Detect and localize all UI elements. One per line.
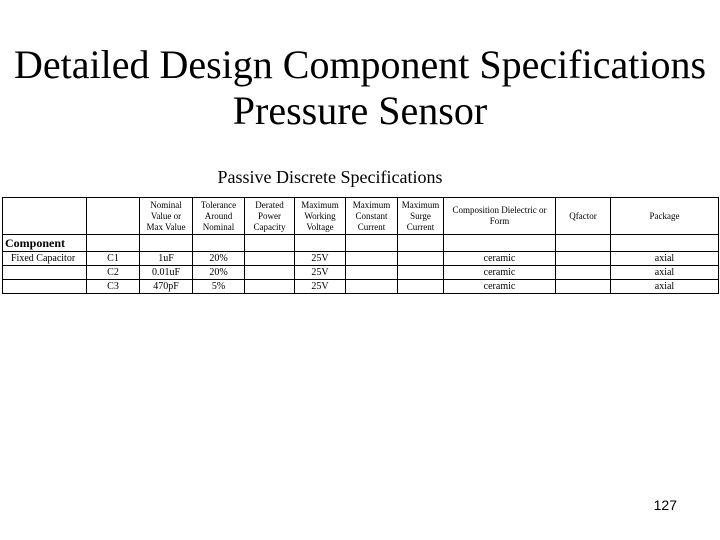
passive-spec-table	[2, 197, 719, 294]
slide-title-line1: Detailed Design Component Specifications	[13, 42, 707, 87]
component-tolerance: 5%	[193, 280, 245, 294]
component-composition: ceramic	[444, 252, 556, 266]
component-value: 0.01uF	[140, 266, 193, 280]
slide-title-line2: Pressure Sensor	[232, 88, 488, 133]
component-type	[3, 280, 87, 294]
component-tolerance: 20%	[193, 252, 245, 266]
component-package: axial	[611, 266, 719, 280]
component-voltage: 25V	[295, 280, 346, 294]
header-composition: Composition Dielectric or Form	[444, 198, 556, 235]
component-label: Component	[3, 235, 87, 252]
page-number: 127	[653, 497, 677, 513]
header-package: Package	[611, 198, 719, 235]
header-row	[3, 198, 719, 235]
component-type: Fixed Capacitor	[3, 252, 87, 266]
component-value: 1uF	[140, 252, 193, 266]
header-max-surge-current: Maximum Surge Current	[398, 198, 444, 235]
component-composition: ceramic	[444, 266, 556, 280]
header-derated-power: Derated Power Capacity	[245, 198, 295, 235]
component-ref: C3	[87, 280, 140, 294]
component-label-row	[3, 235, 719, 252]
header-max-constant-current: Maximum Constant Current	[346, 198, 398, 235]
table-row	[3, 266, 719, 280]
component-voltage: 25V	[295, 252, 346, 266]
component-ref: C1	[87, 252, 140, 266]
component-type	[3, 266, 87, 280]
component-tolerance: 20%	[193, 266, 245, 280]
header-blank-type	[3, 198, 87, 235]
component-package: axial	[611, 280, 719, 294]
component-composition: ceramic	[444, 280, 556, 294]
header-blank-ref	[87, 198, 140, 235]
table-caption: Passive Discrete Specifications	[217, 167, 443, 187]
component-value: 470pF	[140, 280, 193, 294]
header-qfactor: Qfactor	[556, 198, 611, 235]
header-nominal: Nominal Value or Max Value	[140, 198, 193, 235]
table-row	[3, 280, 719, 294]
component-ref: C2	[87, 266, 140, 280]
header-tolerance: Tolerance Around Nominal	[193, 198, 245, 235]
component-voltage: 25V	[295, 266, 346, 280]
table-row	[3, 252, 719, 266]
component-package: axial	[611, 252, 719, 266]
header-max-working-voltage: Maximum Working Voltage	[295, 198, 346, 235]
